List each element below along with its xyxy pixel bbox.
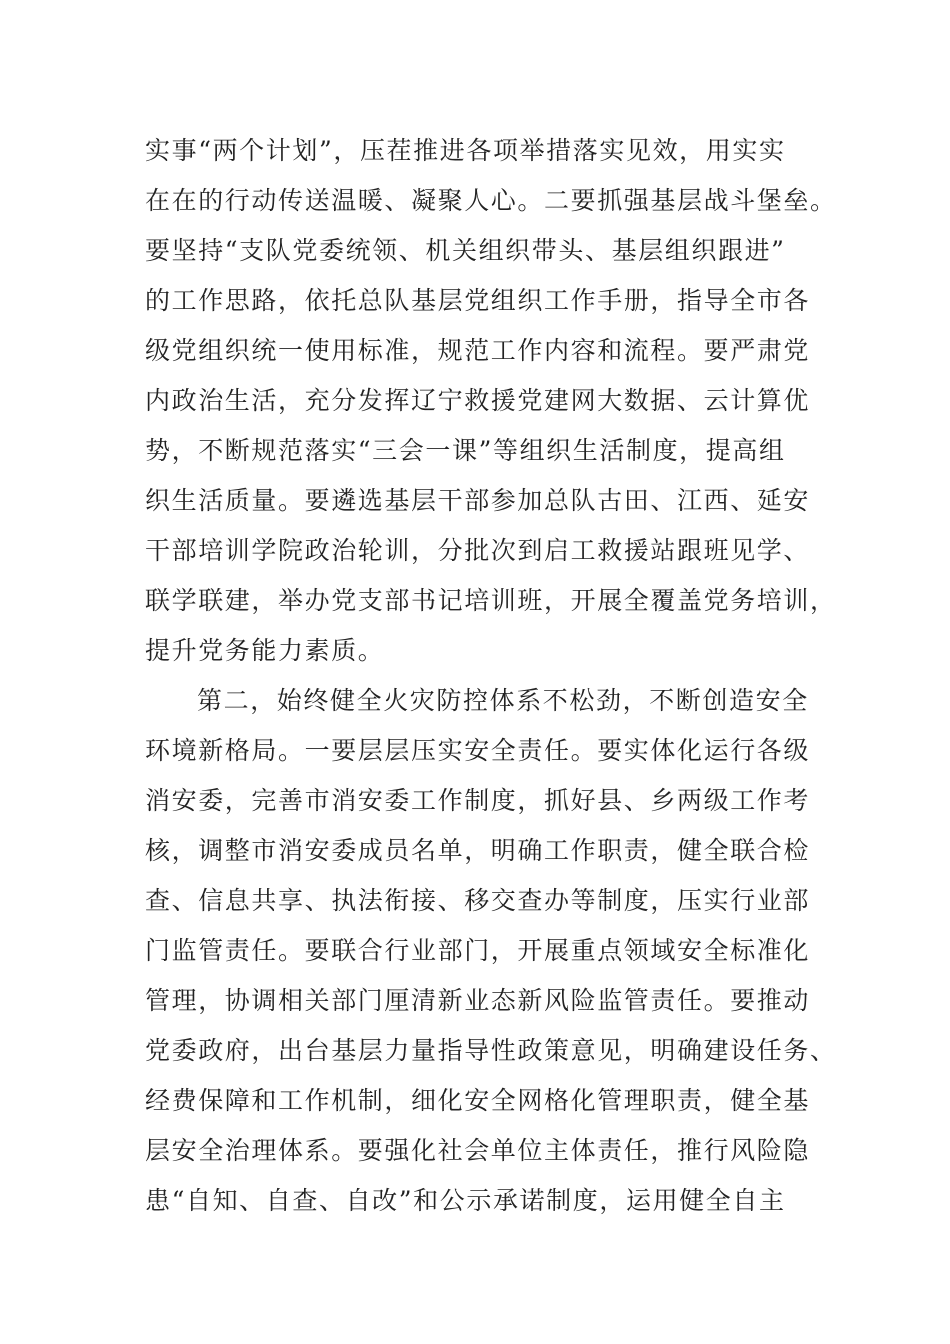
text-line-18: 管理，协调相关部门厘清新业态新风险监管责任。要推动 — [145, 986, 811, 1015]
text-line-8: 织生活质量。要遴选基层干部参加总队古田、江西、延安 — [145, 486, 811, 515]
text-line-21: 层安全治理体系。要强化社会单位主体责任，推行风险隐 — [145, 1136, 811, 1165]
body-text — [145, 126, 837, 1226]
paragraph-start-line: 第二，始终健全火灾防控体系不松劲，不断创造安全 — [197, 686, 809, 715]
text-line-2: 在在的行动传送温暖、凝聚人心。二要抓强基层战斗堡垒。 — [145, 186, 837, 215]
text-line-14: 消安委，完善市消安委工作制度，抓好县、乡两级工作考 — [145, 786, 811, 815]
text-line-7: 势，不断规范落实“三会一课”等组织生活制度，提高组 — [145, 436, 786, 465]
text-line-15: 核，调整市消安委成员名单，明确工作职责，健全联合检 — [145, 836, 811, 865]
text-line-22: 患“自知、自查、自改”和公示承诺制度，运用健全自主 — [145, 1186, 786, 1215]
text-line-17: 门监管责任。要联合行业部门，开展重点领域安全标准化 — [145, 936, 811, 965]
text-line-10: 联学联建，举办党支部书记培训班，开展全覆盖党务培训， — [145, 586, 837, 615]
text-line-1: 实事“两个计划”，压茬推进各项举措落实见效，用实实 — [145, 136, 786, 165]
text-line-11: 提升党务能力素质。 — [145, 636, 385, 665]
text-line-13: 环境新格局。一要层层压实安全责任。要实体化运行各级 — [145, 736, 811, 765]
text-line-3: 要坚持“支队党委统领、机关组织带头、基层组织跟进” — [145, 236, 786, 265]
text-line-20: 经费保障和工作机制，细化安全网格化管理职责，健全基 — [145, 1086, 811, 1115]
text-line-6: 内政治生活，充分发挥辽宁救援党建网大数据、云计算优 — [145, 386, 811, 415]
text-line-9: 干部培训学院政治轮训，分批次到启工救援站跟班见学、 — [145, 536, 811, 565]
text-line-19: 党委政府，出台基层力量指导性政策意见，明确建设任务、 — [145, 1036, 837, 1065]
text-line-16: 查、信息共享、执法衔接、移交查办等制度，压实行业部 — [145, 886, 811, 915]
text-line-5: 级党组织统一使用标准，规范工作内容和流程。要严肃党 — [145, 336, 811, 365]
text-line-4: 的工作思路，依托总队基层党组织工作手册，指导全市各 — [145, 286, 811, 315]
